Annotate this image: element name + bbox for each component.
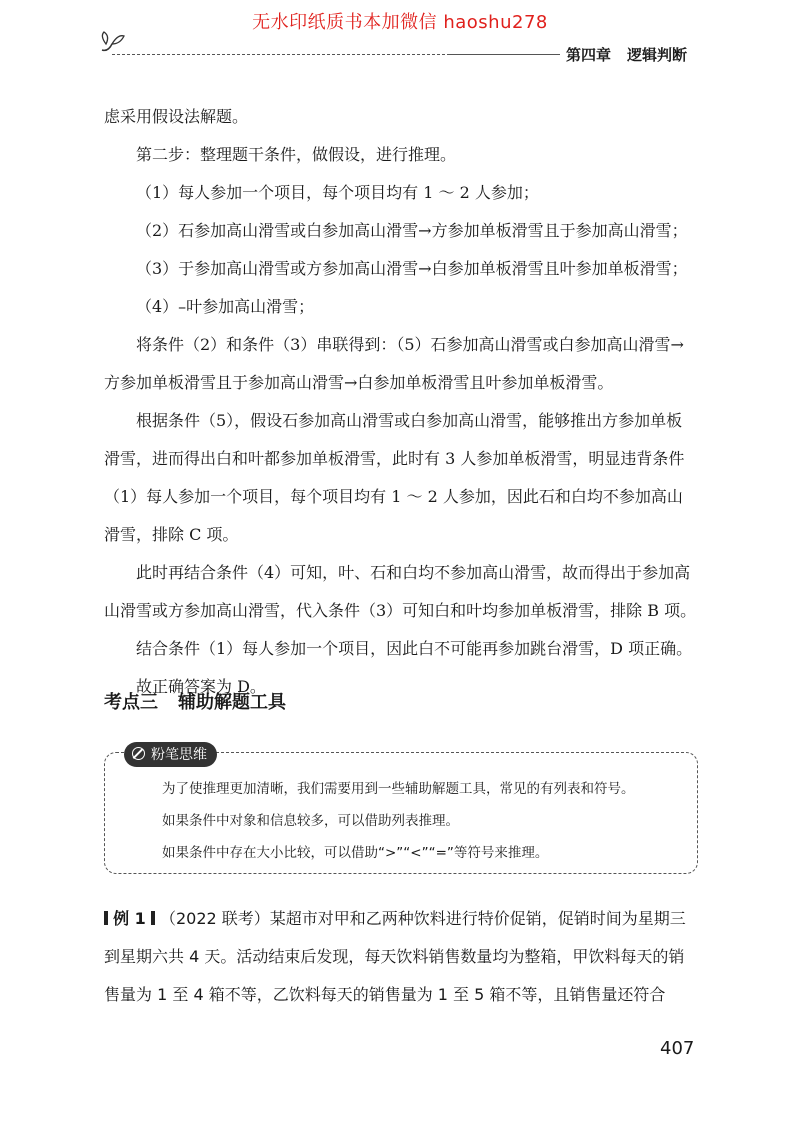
- body-text: [104, 98, 698, 706]
- chapter-title: 逻辑判断: [627, 46, 688, 64]
- condition-line: （3）于参加高山滑雪或方参加高山滑雪→白参加单板滑雪且叶参加单板滑雪；: [136, 259, 688, 278]
- example-text: （2022 联考）某超市对甲和乙两种饮料进行特价促销，促销时间为星期三到星期六共 4 天。活动结束后发现，每天饮料销售数量均为整箱，甲饮料每天的销售量为 1 至 4 箱不等，乙饮料每天的销售量为 1 至 5 箱不等，且销售量还符合: [104, 909, 686, 1004]
- section-heading: [104, 688, 286, 714]
- paragraph: 结合条件（1）每人参加一个项目，因此白不可能再参加跳台滑雪，D 项正确。: [136, 639, 693, 658]
- watermark-text: 无水印纸质书本加微信 haoshu278: [252, 12, 548, 33]
- example-marker-right: [151, 911, 155, 925]
- section-title: 辅助解题工具: [178, 692, 286, 713]
- paragraph: 第二步：整理题干条件，做假设，进行推理。: [136, 145, 457, 164]
- paragraph: 虑采用假设法解题。: [104, 107, 249, 126]
- tip-line: 如果条件中对象和信息较多，可以借助列表推理。: [162, 813, 459, 829]
- example-label: 例 1: [113, 909, 146, 928]
- tip-line: 如果条件中存在大小比较，可以借助“>”“<”“=”等符号来推理。: [162, 845, 549, 861]
- tip-line: 为了使推理更加清晰，我们需要用到一些辅助解题工具，常见的有列表和符号。: [162, 781, 635, 797]
- condition-line: （4）–叶参加高山滑雪；: [136, 297, 315, 316]
- tip-content: [162, 773, 682, 869]
- running-header: [566, 44, 687, 65]
- paragraph: 将条件（2）和条件（3）串联得到：（5）石参加高山滑雪或白参加高山滑雪→方参加单板滑雪且于参加高山滑雪→白参加单板滑雪且叶参加单板滑雪。: [104, 335, 684, 392]
- condition-line: （1）每人参加一个项目，每个项目均有 1 ～ 2 人参加；: [136, 183, 539, 202]
- tip-tag-label: 粉笔思维: [151, 747, 207, 763]
- answer-line: 故正确答案为 D。: [136, 677, 266, 696]
- leaf-icon: [98, 30, 128, 56]
- pencil-circle-icon: [132, 747, 145, 760]
- example-block: [104, 900, 698, 1014]
- page-number: 407: [660, 1038, 695, 1059]
- example-marker-left: [104, 911, 108, 925]
- condition-line: （2）石参加高山滑雪或白参加高山滑雪→方参加单板滑雪且于参加高山滑雪；: [136, 221, 688, 240]
- paragraph: 此时再结合条件（4）可知，叶、石和白均不参加高山滑雪，故而得出于参加高山滑雪或方参加高山滑雪，代入条件（3）可知白和叶均参加单板滑雪，排除 B 项。: [104, 563, 697, 620]
- paragraph: 根据条件（5），假设石参加高山滑雪或白参加高山滑雪，能够推出方参加单板滑雪，进而得出白和叶都参加单板滑雪，此时有 3 人参加单板滑雪，明显违背条件（1）每人参加一个项目，每个项目均有 1 ～ 2 人参加，因此石和白均不参加高山滑雪，排除 C 项。: [104, 411, 685, 544]
- section-label: 考点三: [104, 692, 158, 713]
- chapter-number: 第四章: [566, 46, 612, 64]
- tip-tag: [124, 742, 217, 767]
- header-rule-solid: [448, 54, 560, 55]
